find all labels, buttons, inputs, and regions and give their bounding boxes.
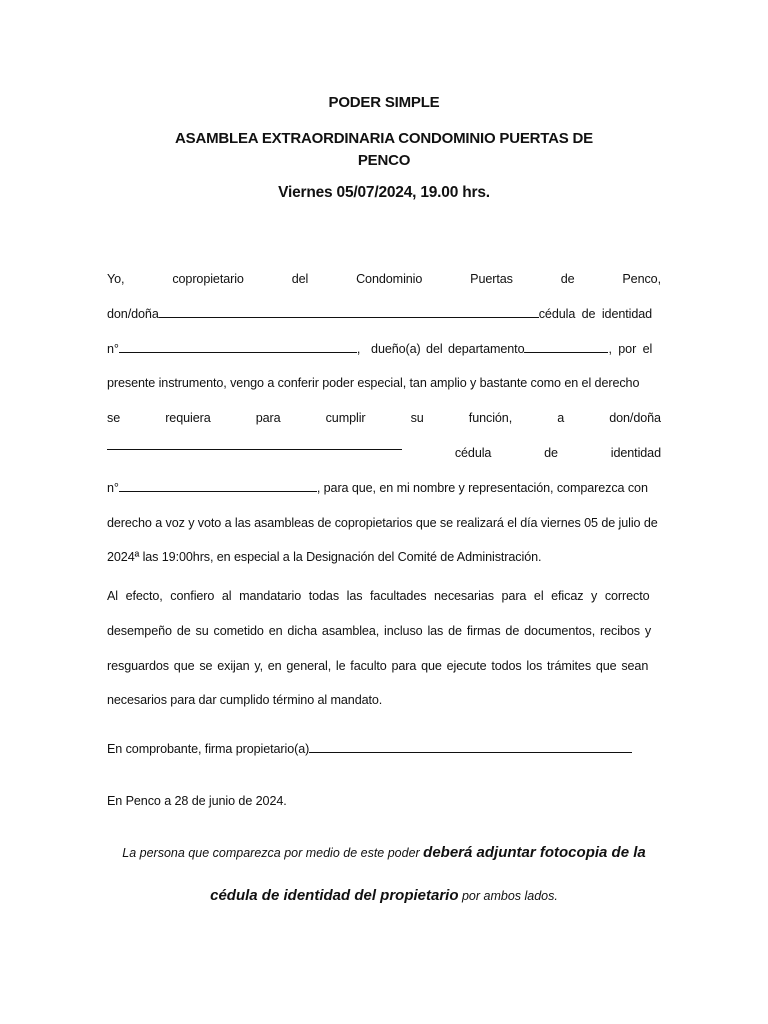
- powers-line-1: Al efecto, confiero al mandatario todas las facultades necesarias para el eficaz y correcto: [107, 589, 650, 603]
- label-cedula: cédula de identidad: [538, 306, 653, 321]
- powers-line-3: resguardos que se exijan y, en general, le faculto para que ejecute todos los trámites que sean: [107, 658, 649, 673]
- proxy-line-5: [107, 401, 661, 436]
- note-text-a: La persona que comparezca por medio de este poder: [122, 846, 424, 860]
- proxy-line-8: derecho a voz y voto a las asambleas de copropietarios que se realizará el día viernes 05 de julio de: [107, 515, 658, 530]
- note-text-d: por ambos lados.: [458, 889, 558, 903]
- powers-line-4: necesarios para dar cumplido término al mandato.: [107, 693, 383, 708]
- line6-word-3: identidad: [610, 445, 661, 460]
- owner-name-blank: [159, 304, 539, 318]
- document-title: PODER SIMPLE: [328, 94, 440, 111]
- apartment-blank: [524, 339, 608, 353]
- proxy-line-1: [107, 262, 661, 297]
- note-bold-c: cédula de identidad del propietario: [210, 887, 459, 904]
- note-line-1: [0, 844, 768, 861]
- line5-word-7: a: [557, 411, 565, 426]
- proxy-name-blank: [107, 436, 402, 450]
- powers-line-2: desempeño de su cometido en dicha asamblea, incluso las de firmas de documentos, recibos y: [107, 623, 652, 638]
- proxy-id-blank: [119, 478, 317, 492]
- line1-word-5: Puertas: [470, 272, 513, 286]
- proxy-line-4: presente instrumento, vengo a conferir poder especial, tan amplio y bastante como en el derecho: [107, 376, 640, 391]
- label-por-el: , por el: [608, 341, 653, 356]
- label-numero-2: n°: [107, 480, 119, 495]
- line5-word-4: cumplir: [325, 411, 366, 426]
- line6-word-1: cédula: [454, 445, 492, 460]
- line5-word-2: requiera: [165, 411, 211, 426]
- line5-word-5: su: [410, 411, 424, 426]
- proxy-line-3: [107, 332, 661, 367]
- proxy-line-7: [107, 471, 661, 506]
- note-line-2: [0, 887, 768, 904]
- line5-word-8: don/doña: [609, 411, 661, 426]
- proxy-line-9: 2024ª las 19:00hrs, en especial a la Designación del Comité de Administración.: [107, 550, 542, 565]
- line1-word-3: del: [291, 272, 309, 286]
- line1-word-2: copropietario: [172, 272, 244, 286]
- document-subtitle: ASAMBLEA EXTRAORDINARIA CONDOMINIO PUERTAS DE PENCO: [175, 130, 593, 169]
- line1-word-4: Condominio: [356, 272, 423, 286]
- line5-word-1: se: [107, 411, 121, 426]
- proxy-paragraph: [107, 262, 661, 575]
- proxy-line-2: [107, 297, 661, 332]
- note-bold-b: deberá adjuntar fotocopia de la: [423, 844, 646, 861]
- place-date: En Penco a 28 de junio de 2024.: [107, 794, 287, 808]
- line1-word-7: Penco,: [622, 272, 661, 286]
- line5-word-6: función,: [468, 411, 513, 426]
- signature-label: En comprobante, firma propietario(a): [107, 742, 310, 756]
- line1-word-6: de: [560, 272, 575, 286]
- label-para-que: , para que, en mi nombre y representación, comparezca con: [316, 480, 648, 495]
- owner-id-blank: [119, 339, 357, 353]
- label-don-dona: don/doña: [107, 306, 159, 321]
- line6-word-2: de: [544, 445, 558, 460]
- label-dueno: , dueño(a) del departamento: [356, 341, 525, 356]
- powers-paragraph: [107, 579, 661, 718]
- signature-line: [107, 732, 661, 767]
- proxy-line-6: [107, 436, 661, 471]
- signature-blank: [309, 739, 632, 753]
- line1-word-1: Yo,: [107, 272, 125, 286]
- label-numero: n°: [107, 341, 119, 356]
- line5-word-3: para: [255, 411, 281, 426]
- meeting-date: Viernes 05/07/2024, 19.00 hrs.: [278, 184, 490, 201]
